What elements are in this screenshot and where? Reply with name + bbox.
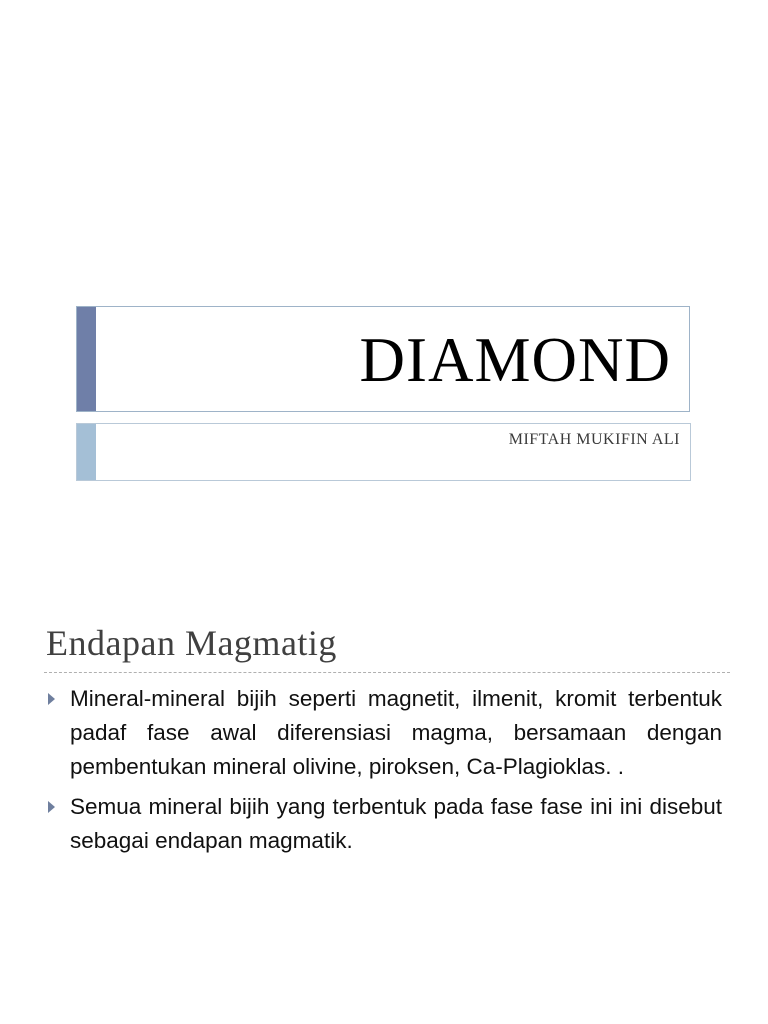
subtitle-box	[76, 423, 691, 481]
bullet-list	[44, 682, 722, 864]
bullet-text: Semua mineral bijih yang terbentuk pada fase fase ini ini disebut sebagai endapan magmatik.	[70, 794, 722, 853]
bullet-text: Mineral-mineral bijih seperti magnetit, ilmenit, kromit terbentuk padaf fase awal diferensiasi magma, bersamaan dengan pembentukan mineral olivine, piroksen, Ca-Plagioklas. .	[70, 686, 722, 779]
title-box	[76, 306, 690, 412]
subtitle-accent-bar	[77, 424, 96, 480]
slide-subtitle: MIFTAH MUKIFIN ALI	[508, 431, 680, 448]
bullet-item	[44, 790, 722, 858]
triangle-bullet-icon	[48, 801, 55, 813]
title-divider	[44, 672, 730, 673]
title-accent-bar	[77, 307, 96, 411]
slide-title: DIAMOND	[359, 325, 671, 395]
content-slide	[0, 600, 768, 1024]
triangle-bullet-icon	[48, 693, 55, 705]
bullet-item	[44, 682, 722, 784]
content-slide-title: Endapan Magmatig	[46, 623, 337, 663]
